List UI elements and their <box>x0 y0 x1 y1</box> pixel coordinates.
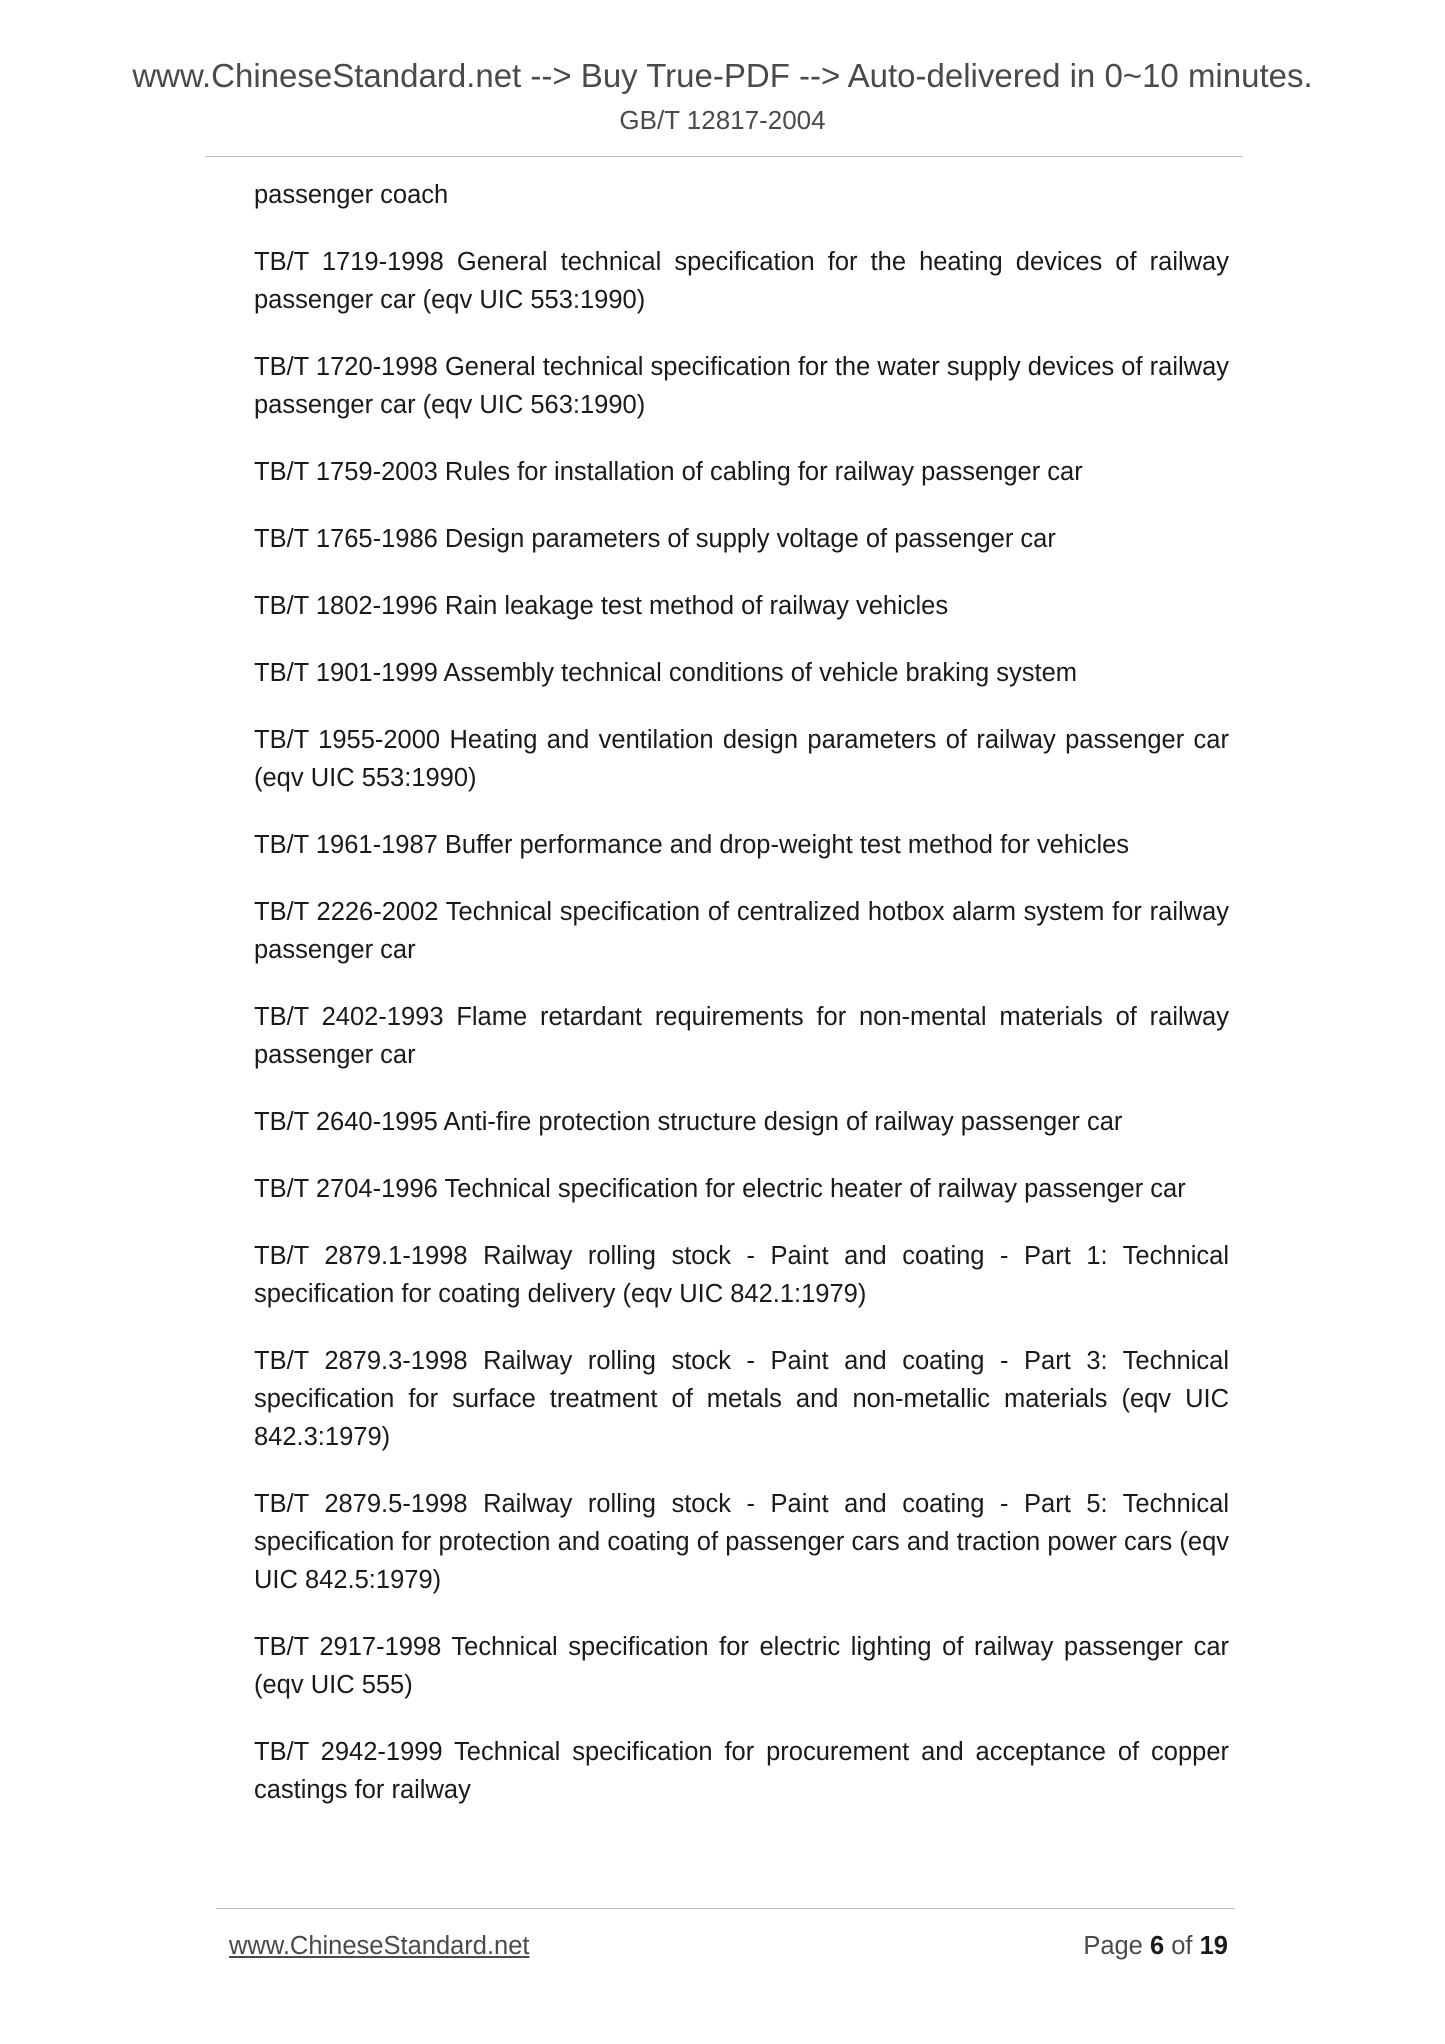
page-current: 6 <box>1149 1932 1165 1960</box>
list-item: passenger coach <box>254 181 449 209</box>
list-item: TB/T 1802-1996 Rain leakage test method of railway vehicles <box>254 592 949 620</box>
header-banner: www.ChineseStandard.net --> Buy True-PDF --> Auto-delivered in 0~10 minutes. <box>132 57 1313 94</box>
list-item: TB/T 2917-1998 Technical specification for electric lighting of railway passenger car (eqv UIC 555) <box>254 1633 1229 1699</box>
page-total: 19 <box>1199 1932 1228 1960</box>
footer-site-link[interactable]: www.ChineseStandard.net <box>229 1932 530 1960</box>
footer-divider <box>216 1908 1234 1909</box>
list-item: TB/T 1719-1998 General technical specification for the heating devices of railway passenger car (eqv UIC 553:1990) <box>254 248 1229 314</box>
list-item: TB/T 2879.5-1998 Railway rolling stock - Paint and coating - Part 5: Technical specification for protection and coating of passenger cars and traction power cars (eqv UIC 842.5:1979) <box>254 1490 1229 1594</box>
page-indicator <box>1083 1930 1228 1962</box>
list-item: TB/T 2942-1999 Technical specification for procurement and acceptance of copper castings for railway <box>254 1738 1229 1804</box>
list-item: TB/T 1720-1998 General technical specification for the water supply devices of railway passenger car (eqv UIC 563:1990) <box>254 353 1229 419</box>
list-item: TB/T 1759-2003 Rules for installation of cabling for railway passenger car <box>254 458 1083 486</box>
page-of-label: of <box>1171 1932 1193 1960</box>
reference-list <box>254 176 1229 1838</box>
header-divider <box>206 156 1242 157</box>
list-item: TB/T 2704-1996 Technical specification for electric heater of railway passenger car <box>254 1175 1186 1203</box>
list-item: TB/T 2879.3-1998 Railway rolling stock - Paint and coating - Part 3: Technical specification for surface treatment of metals and non-metallic materials (eqv UIC 842.3:1979) <box>254 1347 1229 1451</box>
list-item: TB/T 1765-1986 Design parameters of supply voltage of passenger car <box>254 525 1056 553</box>
list-item: TB/T 1955-2000 Heating and ventilation design parameters of railway passenger car (eqv UIC 553:1990) <box>254 726 1229 792</box>
standard-code: GB/T 12817-2004 <box>619 105 826 135</box>
list-item: TB/T 1901-1999 Assembly technical conditions of vehicle braking system <box>254 659 1078 687</box>
list-item: TB/T 2640-1995 Anti-fire protection structure design of railway passenger car <box>254 1108 1123 1136</box>
list-item: TB/T 2226-2002 Technical specification of centralized hotbox alarm system for railway passenger car <box>254 898 1229 964</box>
list-item: TB/T 2402-1993 Flame retardant requirements for non-mental materials of railway passenger car <box>254 1003 1229 1069</box>
list-item: TB/T 2879.1-1998 Railway rolling stock - Paint and coating - Part 1: Technical specification for coating delivery (eqv UIC 842.1:1979) <box>254 1242 1229 1308</box>
list-item: TB/T 1961-1987 Buffer performance and drop-weight test method for vehicles <box>254 831 1130 859</box>
page-label: Page <box>1083 1932 1143 1960</box>
